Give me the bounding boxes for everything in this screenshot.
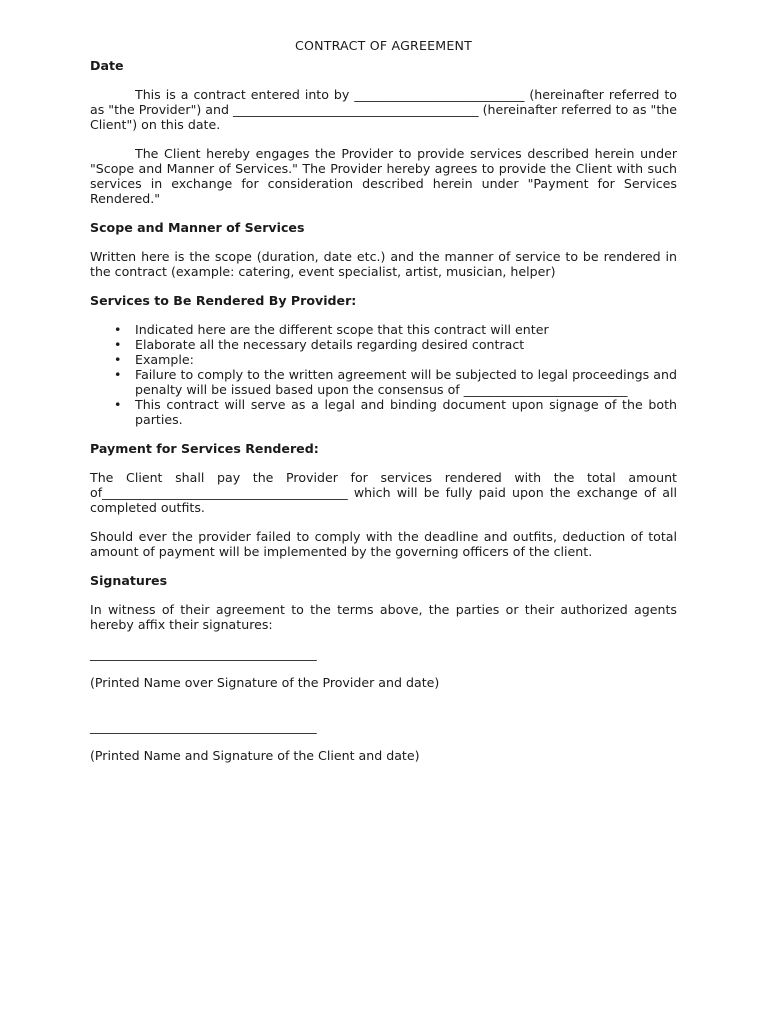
- date-label: Date: [90, 58, 124, 73]
- signatures-heading: Signatures: [90, 573, 168, 588]
- client-signature-caption: (Printed Name and Signature of the Client and date): [90, 748, 420, 763]
- service-item-text: Elaborate all the necessary details regarding desired contract: [135, 337, 525, 352]
- provider-signature-caption: (Printed Name over Signature of the Provider and date): [90, 675, 440, 690]
- payment-heading: Payment for Services Rendered:: [90, 441, 319, 456]
- engagement-paragraph: The Client hereby engages the Provider to provide services described herein under "Scope and Manner of Services." The Provider hereby agrees to provide the Client with such services in exchange for consideration described herein under "Payment for Services Rendered.": [90, 146, 677, 206]
- bullet-icon: •: [114, 367, 122, 382]
- witness-paragraph: In witness of their agreement to the terms above, the parties or their authorized agents hereby affix their signatures:: [90, 602, 677, 632]
- bullet-icon: •: [114, 337, 122, 352]
- scope-heading: Scope and Manner of Services: [90, 220, 305, 235]
- service-item-text: Indicated here are the different scope that this contract will enter: [135, 322, 549, 337]
- scope-paragraph: Written here is the scope (duration, date etc.) and the manner of service to be rendered in the contract (example: catering, event specialist, artist, musician, helper): [90, 249, 677, 279]
- client-signature-line: ____________________________________: [90, 719, 317, 734]
- intro-paragraph: This is a contract entered into by ___________________________ (hereinafter referred to as "the Provider") and _______________________________________ (hereinafter referred to as "the Client") on this date.: [90, 87, 677, 132]
- list-item: [90, 352, 677, 367]
- service-item-text: Failure to comply to the written agreement will be subjected to legal proceedings and penalty will be issued based upon the consensus of __________________________: [135, 367, 677, 397]
- bullet-icon: •: [114, 322, 122, 337]
- contract-page: [90, 38, 677, 763]
- list-item: [90, 337, 677, 352]
- deduction-paragraph: Should ever the provider failed to comply with the deadline and outfits, deduction of total amount of payment will be implemented by the governing officers of the client.: [90, 529, 677, 559]
- bullet-icon: •: [114, 397, 122, 412]
- provider-signature-line: ____________________________________: [90, 646, 317, 661]
- payment-paragraph: The Client shall pay the Provider for services rendered with the total amount of_______________________________________ which will be fully paid upon the exchange of all completed outfits.: [90, 470, 677, 515]
- service-item-text: Example:: [135, 352, 194, 367]
- services-heading: Services to Be Rendered By Provider:: [90, 293, 357, 308]
- service-item-text: This contract will serve as a legal and binding document upon signage of the both parties.: [135, 397, 677, 427]
- bullet-icon: •: [114, 352, 122, 367]
- services-list: [90, 322, 677, 427]
- list-item: [90, 367, 677, 397]
- list-item: [90, 322, 677, 337]
- document-title: CONTRACT OF AGREEMENT: [294, 38, 473, 53]
- list-item: [90, 397, 677, 427]
